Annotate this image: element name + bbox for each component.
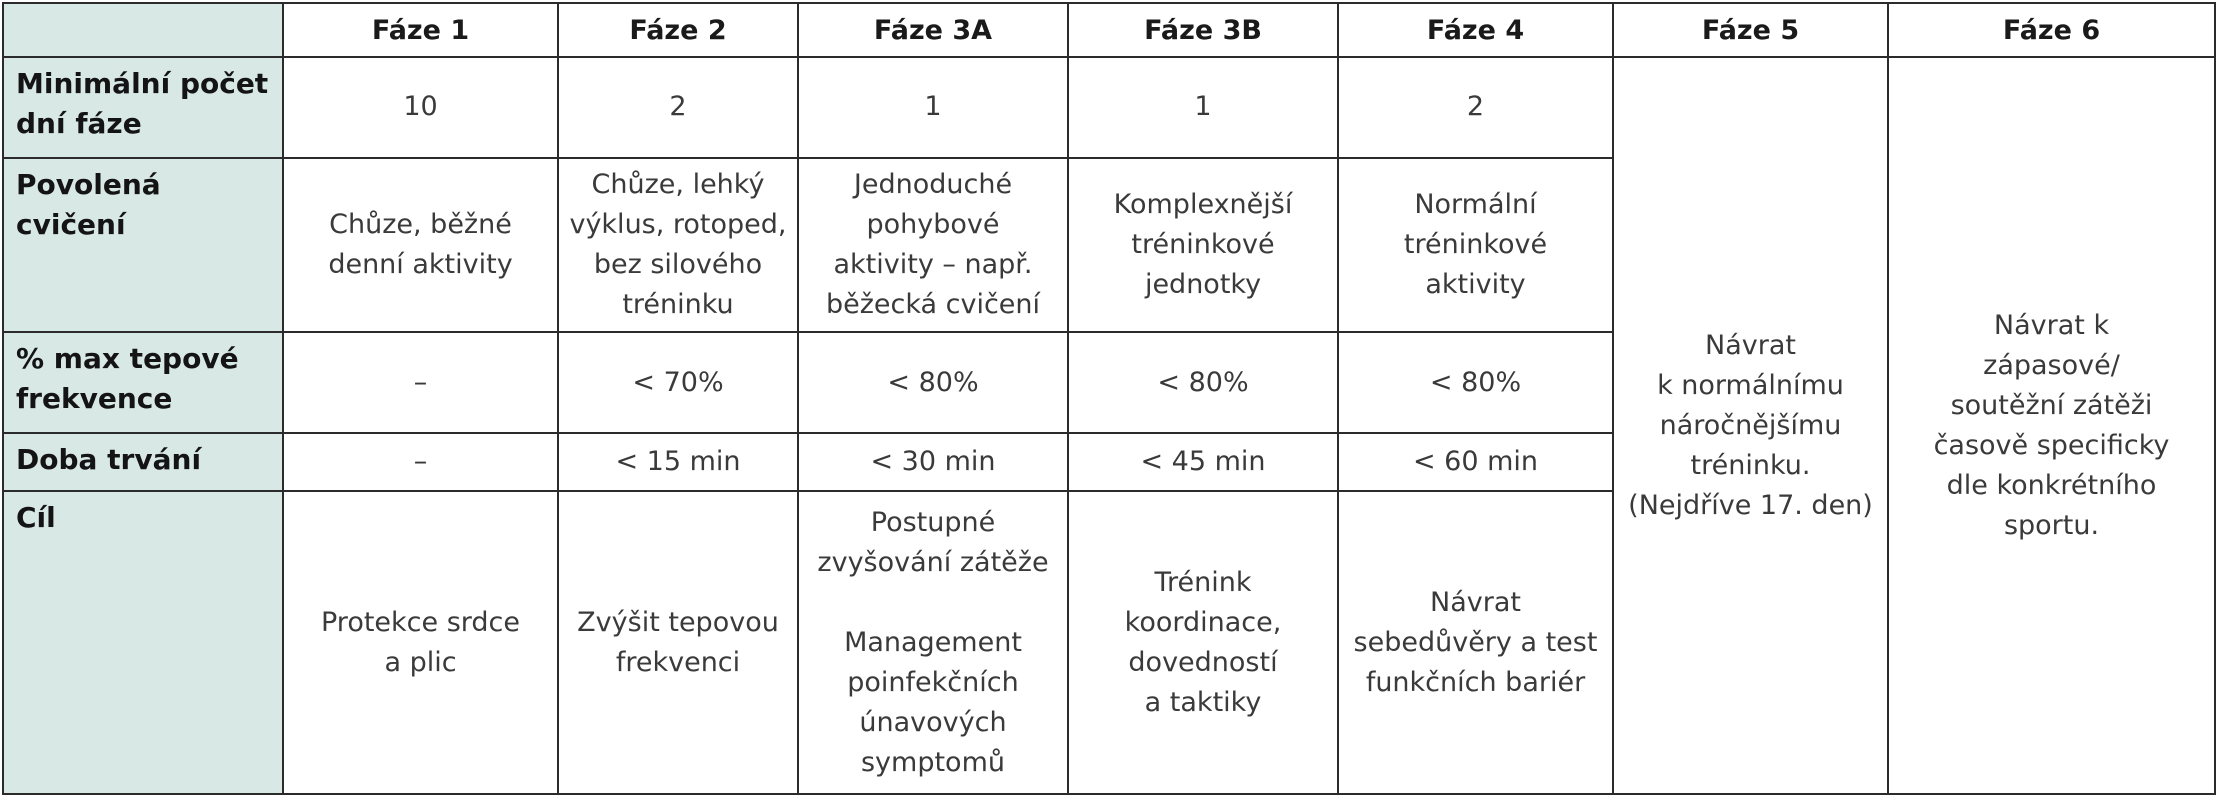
cell-line: jednotky <box>1144 269 1262 300</box>
table-cell <box>1338 57 1613 158</box>
cell-line: funkčních bariér <box>1365 666 1586 698</box>
corner-cell <box>3 3 283 57</box>
cell-line: < 15 min <box>615 446 741 477</box>
cell-line: tréninku <box>622 289 734 320</box>
column-header-3: Fáze 3A <box>798 3 1068 57</box>
cell-line: < 30 min <box>870 446 996 477</box>
header-row <box>3 3 2215 57</box>
cell-line: Normální <box>1414 189 1537 220</box>
cell-line: 10 <box>403 91 438 123</box>
cell-line: Návrat k <box>1993 309 2110 341</box>
cell-line: Povolená <box>16 167 161 201</box>
cell-line: Zvýšit tepovou <box>577 606 779 638</box>
cell-line: Protekce srdce <box>321 606 520 638</box>
table-cell <box>1338 332 1613 433</box>
cell-line: 1 <box>924 91 942 123</box>
cell-line: dovedností <box>1128 646 1278 678</box>
column-header-1: Fáze 1 <box>283 3 558 57</box>
cell-line: 2 <box>1466 91 1485 123</box>
row-header <box>3 158 283 332</box>
cell-line: bez silového <box>593 249 763 280</box>
cell-line: dle konkrétního <box>1946 469 2157 501</box>
cell-line: frekvence <box>16 382 173 416</box>
cell-line: aktivity <box>1425 269 1526 300</box>
column-header-2: Fáze 2 <box>558 3 798 57</box>
table-cell <box>798 57 1068 158</box>
table-cell <box>1068 332 1338 433</box>
table-cell <box>283 433 558 491</box>
cell-line: a taktiky <box>1144 686 1262 718</box>
cell-line: Postupné <box>870 506 996 538</box>
cell-line: denní aktivity <box>328 249 513 280</box>
row-header <box>3 57 283 158</box>
table-cell <box>1338 158 1613 332</box>
cell-line: k normálnímu <box>1657 369 1844 401</box>
table-cell <box>283 158 558 332</box>
cell-line: symptomů <box>860 746 1005 778</box>
cell-line: Management <box>844 626 1022 658</box>
table-cell <box>1068 57 1338 158</box>
cell-line: Trénink <box>1154 566 1252 598</box>
cell-line: poinfekčních <box>847 666 1019 698</box>
table-cell <box>798 158 1068 332</box>
table-cell <box>798 332 1068 433</box>
cell-line: tréninku. <box>1690 449 1811 481</box>
row-header <box>3 332 283 433</box>
cell-line: Minimální počet <box>16 67 269 100</box>
cell-line: frekvenci <box>615 646 741 678</box>
cell-line: Chůze, lehký <box>591 169 765 200</box>
cell-line: a plic <box>384 646 457 678</box>
cell-line: koordinace, <box>1124 606 1282 638</box>
table-cell <box>1068 158 1338 332</box>
cell-line: soutěžní zátěži <box>1950 389 2153 421</box>
cell-line: < 45 min <box>1140 446 1266 477</box>
cell-line: 2 <box>669 91 687 123</box>
cell-line: < 70% <box>632 366 724 398</box>
cell-line: < 80% <box>1157 366 1249 398</box>
cell-line: náročnějšímu <box>1659 409 1842 441</box>
table-cell <box>1338 433 1613 491</box>
line-gap <box>807 583 1059 623</box>
cell-line: výklus, rotoped, <box>569 209 787 240</box>
cell-line: < 80% <box>1429 366 1522 398</box>
table-cell <box>798 491 1068 794</box>
cell-line: < 80% <box>887 366 979 398</box>
table-cell <box>558 158 798 332</box>
cell-line: Doba trvání <box>16 443 202 476</box>
cell-line: tréninkové <box>1403 229 1548 260</box>
cell-line: zvyšování zátěže <box>817 546 1049 578</box>
table-cell <box>558 57 798 158</box>
cell-line: – <box>413 446 428 477</box>
column-header-7: Fáze 6 <box>1888 3 2215 57</box>
table-cell <box>558 491 798 794</box>
cell-line: – <box>413 366 428 398</box>
table-cell <box>283 332 558 433</box>
table-cell <box>1338 491 1613 794</box>
column-header-4: Fáze 3B <box>1068 3 1338 57</box>
table-cell <box>1068 433 1338 491</box>
cell-line: aktivity – např. <box>833 249 1033 280</box>
cell-line: běžecká cvičení <box>825 289 1041 320</box>
cell-line: zápasové/ <box>1983 349 2120 381</box>
cell-line: únavových <box>859 706 1007 738</box>
column-header-6: Fáze 5 <box>1613 3 1888 57</box>
cell-line: Návrat <box>1430 586 1521 618</box>
cell-line: sportu. <box>2003 509 2100 541</box>
row-header <box>3 433 283 491</box>
faze6-cell <box>1888 57 2215 794</box>
cell-line: 1 <box>1194 91 1212 123</box>
cell-line: sebedůvěry a test <box>1353 626 1598 658</box>
cell-line: pohybové <box>866 209 1000 240</box>
cell-line: tréninkové <box>1131 229 1275 260</box>
table-cell <box>558 332 798 433</box>
cell-line: Návrat <box>1705 329 1796 361</box>
table-cell <box>798 433 1068 491</box>
cell-line: Cíl <box>16 501 56 534</box>
table-cell <box>283 57 558 158</box>
cell-line: cvičení <box>16 207 126 241</box>
cell-line: časově specificky <box>1933 429 2170 461</box>
cell-line: < 60 min <box>1412 446 1539 477</box>
cell-line: Jednoduché <box>853 169 1013 200</box>
table-cell <box>558 433 798 491</box>
cell-line: (Nejdříve 17. den) <box>1628 489 1873 521</box>
column-header-5: Fáze 4 <box>1338 3 1613 57</box>
cell-line: Komplexnější <box>1113 189 1293 220</box>
table-cell <box>1068 491 1338 794</box>
cell-line: dní fáze <box>16 107 142 140</box>
cell-line: Chůze, běžné <box>329 209 512 240</box>
table-row <box>3 57 2215 158</box>
phase-table <box>2 2 2216 795</box>
row-header <box>3 491 283 794</box>
faze5-cell <box>1613 57 1888 794</box>
table-cell <box>283 491 558 794</box>
cell-line: % max tepové <box>16 342 239 376</box>
